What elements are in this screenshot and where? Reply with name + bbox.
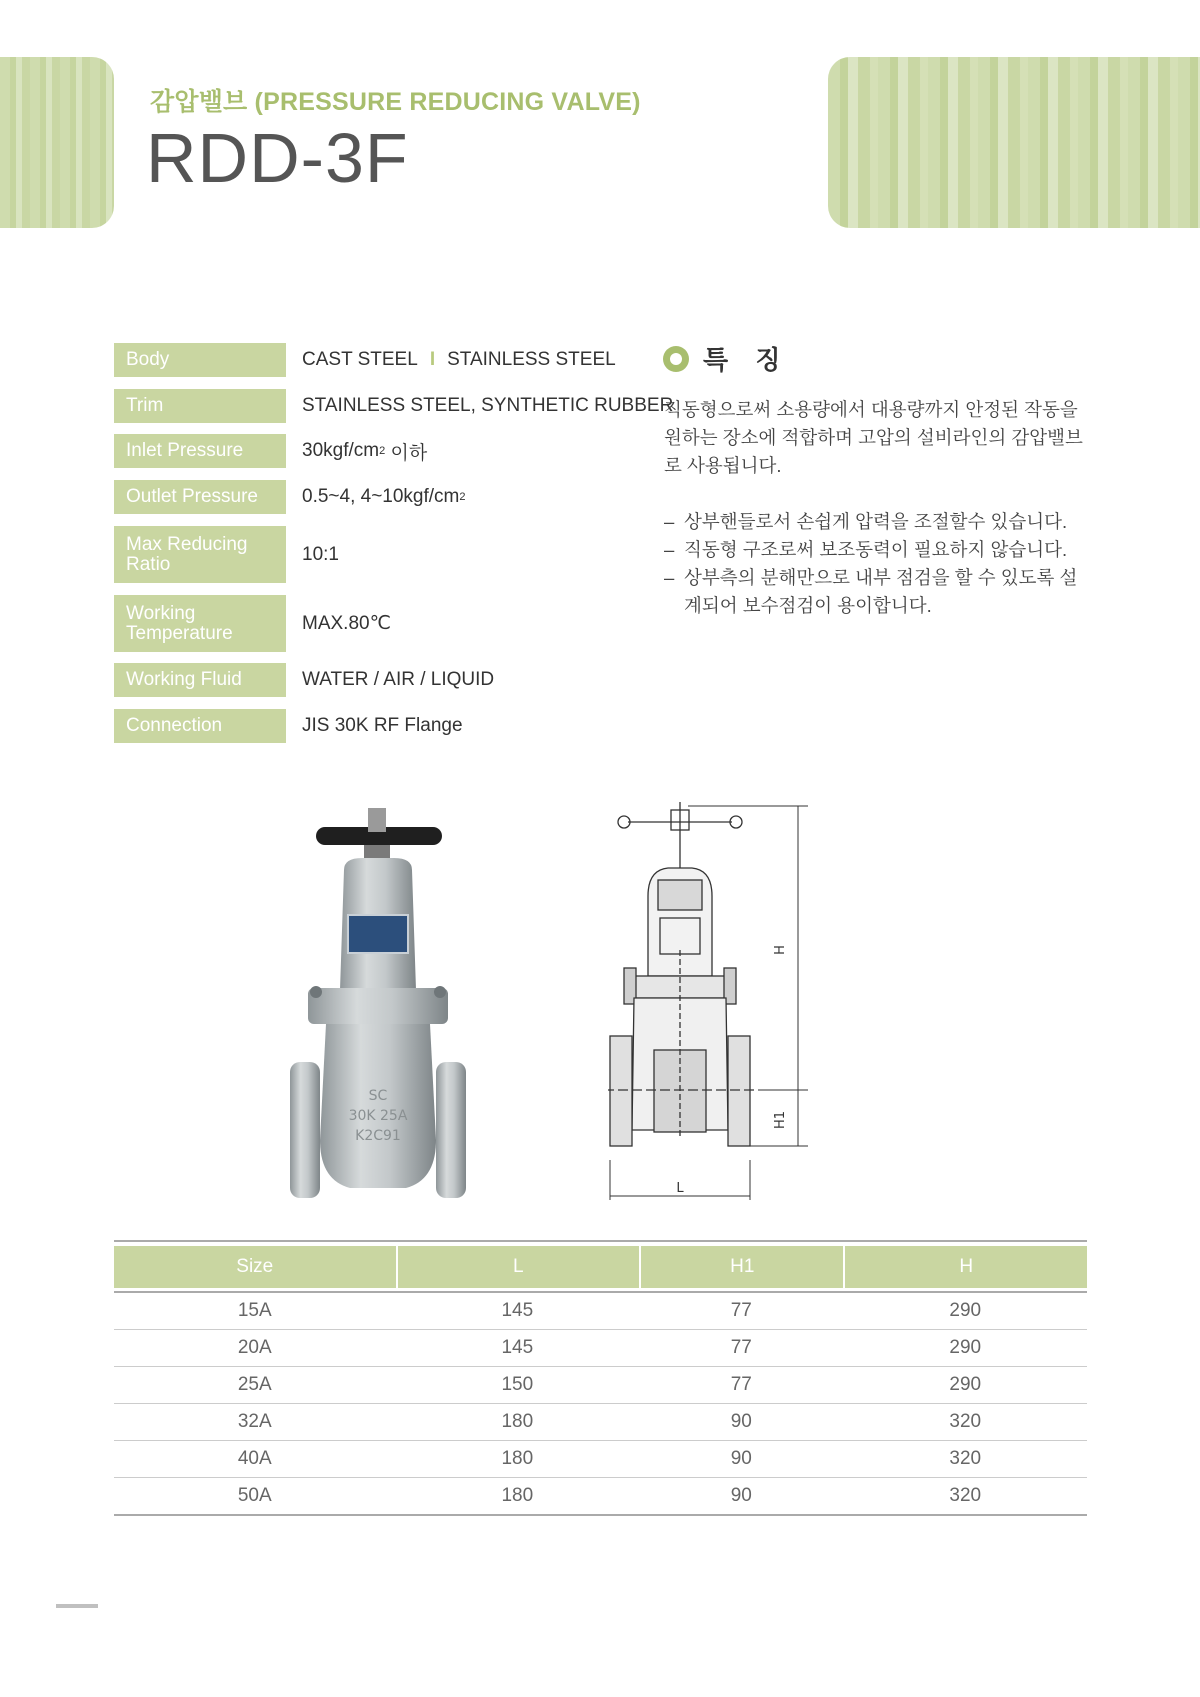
table-cell: 40A bbox=[114, 1440, 396, 1477]
page-title: RDD-3F bbox=[146, 119, 409, 197]
spec-value-sup: 2 bbox=[459, 491, 466, 503]
page-subtitle: 감압밸브 (PRESSURE REDUCING VALVE) bbox=[150, 88, 641, 116]
column-header: H1 bbox=[639, 1242, 843, 1291]
table-cell: 50A bbox=[114, 1477, 396, 1514]
body-mark: SC bbox=[368, 1088, 388, 1104]
spec-label bbox=[114, 526, 286, 583]
features-description: 직동형으로써 소용량에서 대용량까지 안정된 작동을 원하는 장소에 적합하며 고압의 설비라인의 감압밸브로 사용됩니다. bbox=[664, 399, 1083, 476]
spec-label-line: Working bbox=[126, 602, 196, 624]
spec-value-text: 0.5~4, 4~10kgf/cm bbox=[302, 486, 460, 507]
table-cell: 320 bbox=[843, 1403, 1087, 1440]
dimension-label-h1: H1 bbox=[773, 1110, 788, 1130]
ring-bullet-icon bbox=[663, 346, 689, 372]
spec-value-a: CAST STEEL bbox=[302, 349, 418, 370]
table-header-row bbox=[114, 1242, 1087, 1291]
nameplate bbox=[348, 915, 408, 953]
table-cell: 77 bbox=[639, 1366, 843, 1403]
spec-row-outlet-pressure bbox=[114, 480, 634, 514]
spec-value: STAINLESS STEEL, SYNTHETIC RUBBER bbox=[302, 395, 674, 416]
table-cell: 77 bbox=[639, 1291, 843, 1329]
spec-row-max-reducing-ratio bbox=[114, 526, 634, 583]
table-cell: 290 bbox=[843, 1291, 1087, 1329]
table-row bbox=[114, 1291, 1087, 1329]
features-heading bbox=[663, 340, 790, 377]
spec-value: WATER / AIR / LIQUID bbox=[302, 669, 495, 690]
spec-label: Connection bbox=[114, 709, 286, 743]
spec-label: Body bbox=[114, 343, 286, 377]
valve-photo bbox=[286, 800, 466, 1206]
spec-label-line: Max Reducing bbox=[126, 533, 248, 555]
body-flange bbox=[308, 988, 448, 1024]
spec-value-suffix: 이하 bbox=[385, 442, 428, 464]
spec-value-sup: 2 bbox=[379, 445, 386, 457]
spec-label: Trim bbox=[114, 389, 286, 423]
table-row bbox=[114, 1366, 1087, 1403]
spec-value-b: STAINLESS STEEL bbox=[447, 349, 616, 370]
table-row bbox=[114, 1440, 1087, 1477]
features-list bbox=[664, 508, 1090, 620]
table-cell: 290 bbox=[843, 1366, 1087, 1403]
spec-value: MAX.80℃ bbox=[302, 613, 391, 634]
table-cell: 77 bbox=[639, 1329, 843, 1366]
bolt-icon bbox=[434, 986, 446, 998]
table-cell: 25A bbox=[114, 1366, 396, 1403]
spec-row-working-temperature bbox=[114, 595, 634, 652]
spec-row-working-fluid bbox=[114, 663, 634, 697]
spec-label-line: Ratio bbox=[126, 553, 171, 575]
dimension-label-h: H bbox=[773, 945, 788, 955]
spec-value bbox=[302, 480, 466, 514]
table-cell: 290 bbox=[843, 1329, 1087, 1366]
table-cell: 180 bbox=[396, 1477, 640, 1514]
table-row bbox=[114, 1477, 1087, 1514]
list-item: – 상부측의 분해만으로 내부 점검을 할 수 있도록 설계되어 보수점검이 용이합니다. bbox=[664, 564, 1090, 620]
spec-value-text: 30kgf/cm bbox=[302, 440, 380, 461]
spindle bbox=[368, 808, 386, 832]
features-title: 특 징 bbox=[703, 345, 791, 375]
spec-value bbox=[302, 343, 616, 377]
spec-value: 10:1 bbox=[302, 543, 339, 565]
table-cell: 90 bbox=[639, 1440, 843, 1477]
table-row bbox=[114, 1403, 1087, 1440]
table-cell: 180 bbox=[396, 1440, 640, 1477]
spec-label-line: Temperature bbox=[126, 622, 233, 644]
table-cell: 145 bbox=[396, 1291, 640, 1329]
spec-separator: I bbox=[429, 349, 436, 370]
spec-value bbox=[302, 434, 427, 468]
table-row bbox=[114, 1329, 1087, 1366]
spec-row-connection bbox=[114, 709, 634, 743]
spec-value: JIS 30K RF Flange bbox=[302, 715, 463, 736]
page-footer-mark bbox=[56, 1604, 98, 1608]
valve-body bbox=[320, 1024, 436, 1188]
body-mark: 30K 25A bbox=[348, 1108, 408, 1124]
dimension-table bbox=[114, 1240, 1087, 1516]
header-band-right bbox=[828, 57, 1200, 228]
table-cell: 145 bbox=[396, 1329, 640, 1366]
header-band-left bbox=[0, 57, 114, 228]
spec-label: Inlet Pressure bbox=[114, 434, 286, 468]
spec-label bbox=[114, 595, 286, 652]
table-cell: 90 bbox=[639, 1403, 843, 1440]
spec-label: Outlet Pressure bbox=[114, 480, 286, 514]
body-mark: K2C91 bbox=[355, 1128, 401, 1144]
table-cell: 20A bbox=[114, 1329, 396, 1366]
table-cell: 180 bbox=[396, 1403, 640, 1440]
list-item: – 상부핸들로서 손쉽게 압력을 조절할수 있습니다. bbox=[664, 508, 1090, 536]
outlet-flange bbox=[436, 1062, 466, 1198]
inlet-flange bbox=[290, 1062, 320, 1198]
spec-label: Working Fluid bbox=[114, 663, 286, 697]
table-cell: 90 bbox=[639, 1477, 843, 1514]
spec-row-inlet-pressure bbox=[114, 434, 634, 468]
column-header: H bbox=[843, 1242, 1087, 1291]
bolt-icon bbox=[310, 986, 322, 998]
list-item: – 직동형 구조로써 보조동력이 필요하지 않습니다. bbox=[664, 536, 1090, 564]
dimension-label-l: L bbox=[676, 1181, 684, 1196]
table-cell: 320 bbox=[843, 1440, 1087, 1477]
spec-row-body bbox=[114, 343, 634, 377]
column-header: L bbox=[396, 1242, 640, 1291]
column-header: Size bbox=[114, 1242, 396, 1291]
table-cell: 32A bbox=[114, 1403, 396, 1440]
table-cell: 150 bbox=[396, 1366, 640, 1403]
table-cell: 15A bbox=[114, 1291, 396, 1329]
valve-cross-section-drawing bbox=[608, 800, 840, 1218]
spec-row-trim bbox=[114, 389, 674, 423]
table-cell: 320 bbox=[843, 1477, 1087, 1514]
